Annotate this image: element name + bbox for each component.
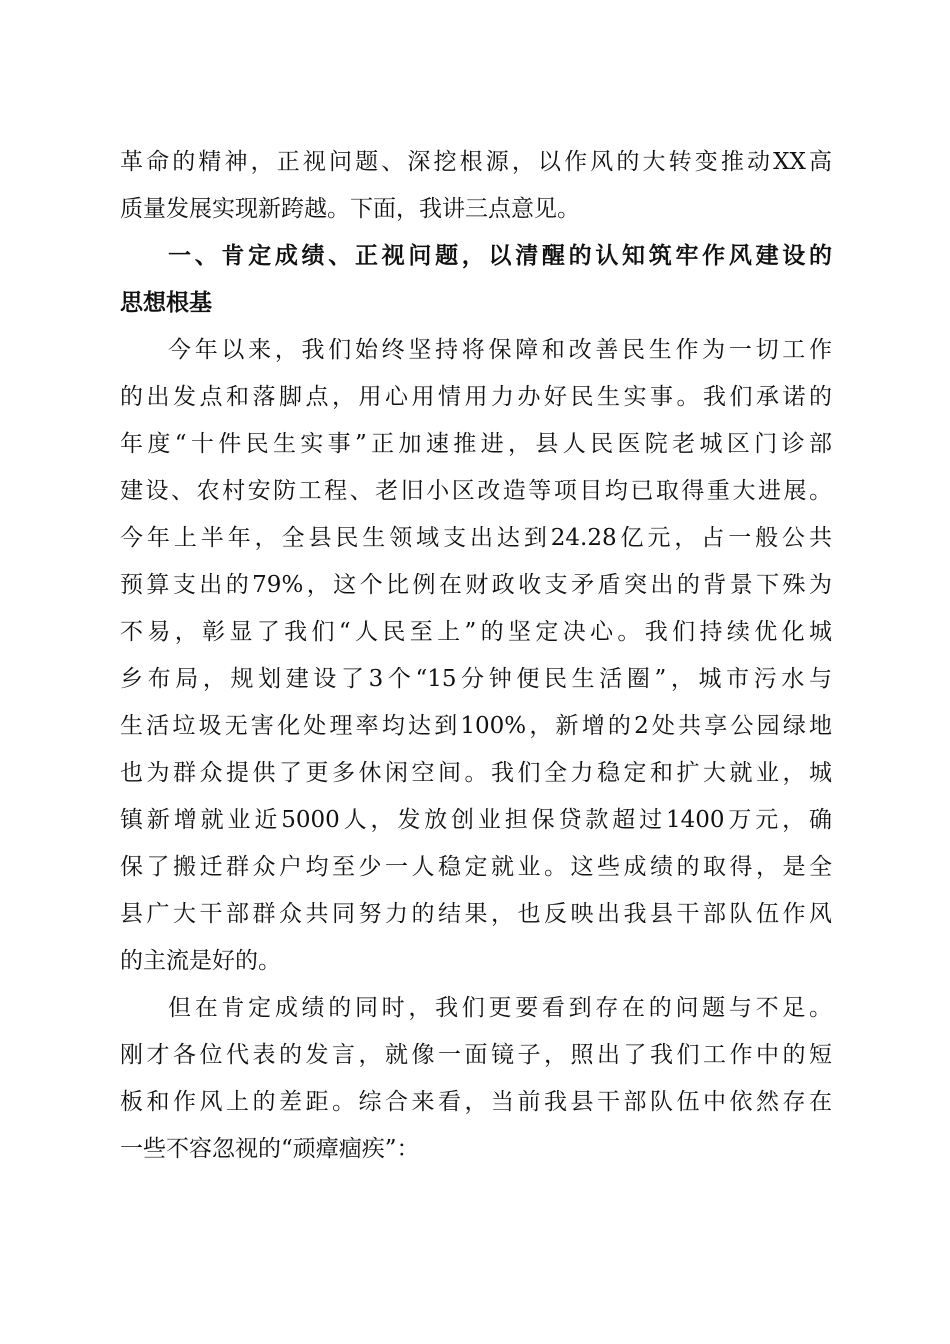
paragraph1-line-12: 保了搬迁群众户均至少一人稳定就业。这些成绩的取得，是全 bbox=[120, 854, 832, 880]
section-heading-line-1: 一、肯定成绩、正视问题，以清醒的认知筑牢作风建设的 bbox=[168, 243, 832, 269]
paragraph1-line-13: 县广大干部群众共同努力的结果，也反映出我县干部队伍作风 bbox=[120, 901, 832, 927]
paragraph1-line-8: 乡布局，规划建设了3个“15分钟便民生活圈”，城市污水与 bbox=[120, 666, 832, 692]
paragraph1-line-11: 镇新增就业近5000人，发放创业担保贷款超过1400万元，确 bbox=[120, 807, 832, 833]
paragraph1-line-14: 的主流是好的。 bbox=[120, 948, 281, 974]
paragraph1-line-1: 今年以来，我们始终坚持将保障和改善民生作为一切工作 bbox=[168, 337, 832, 363]
paragraph2-line-4: 一些不容忽视的“顽瘴痼疾”： bbox=[120, 1136, 420, 1162]
paragraph2-line-3: 板和作风上的差距。综合来看，当前我县干部队伍中依然存在 bbox=[120, 1089, 832, 1115]
paragraph1-line-10: 也为群众提供了更多休闲空间。我们全力稳定和扩大就业，城 bbox=[120, 760, 832, 786]
paragraph1-line-5: 今年上半年，全县民生领域支出达到24.28亿元，占一般公共 bbox=[120, 525, 832, 551]
paragraph2-line-1: 但在肯定成绩的同时，我们更要看到存在的问题与不足。 bbox=[168, 995, 832, 1021]
paragraph1-line-2: 的出发点和落脚点，用心用情用力办好民生实事。我们承诺的 bbox=[120, 384, 832, 410]
paragraph1-line-6: 预算支出的79%，这个比例在财政收支矛盾突出的背景下殊为 bbox=[120, 572, 832, 598]
paragraph1-line-7: 不易，彰显了我们“人民至上”的坚定决心。我们持续优化城 bbox=[120, 619, 832, 645]
paragraph2-line-2: 刚才各位代表的发言，就像一面镜子，照出了我们工作中的短 bbox=[120, 1042, 832, 1068]
intro-line-1: 革命的精神，正视问题、深挖根源，以作风的大转变推动XX高 bbox=[120, 149, 832, 175]
paragraph1-line-9: 生活垃圾无害化处理率均达到100%，新增的2处共享公园绿地 bbox=[120, 713, 832, 739]
paragraph1-line-3: 年度“十件民生实事”正加速推进，县人民医院老城区门诊部 bbox=[120, 431, 832, 457]
section-heading-line-2: 思想根基 bbox=[120, 290, 212, 316]
paragraph1-line-4: 建设、农村安防工程、老旧小区改造等项目均已取得重大进展。 bbox=[120, 478, 832, 504]
intro-line-2: 质量发展实现新跨越。下面，我讲三点意见。 bbox=[120, 196, 580, 222]
